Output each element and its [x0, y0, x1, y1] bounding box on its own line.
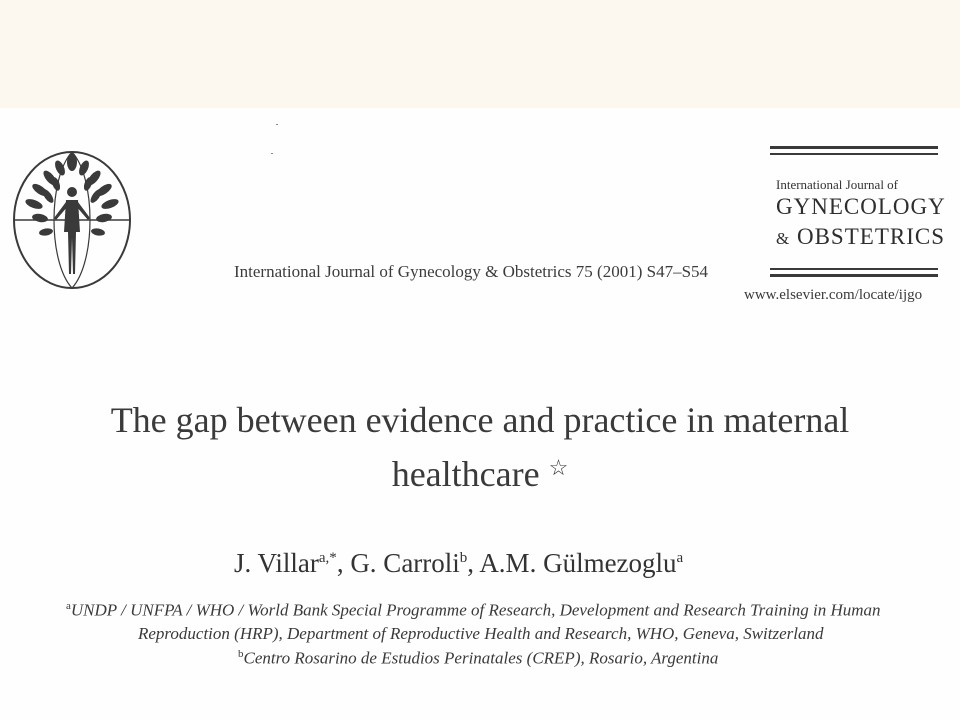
author-name: J. Villar [234, 548, 319, 578]
masthead-gynecology: GYNECOLOGY [776, 194, 946, 219]
article-title-word: healthcare [391, 454, 540, 494]
author-separator: , [467, 548, 480, 578]
affiliation-mark: a [66, 600, 71, 612]
article-title-line2 [60, 444, 900, 496]
journal-url[interactable]: www.elsevier.com/locate/ijgo [744, 287, 923, 303]
affiliation-text: Reproduction (HRP), Department of Reproductive Health and Research, WHO, Geneva, Switzerland [138, 624, 824, 643]
author-name: A.M. Gülmezoglu [479, 548, 677, 578]
affiliation-mark: b [238, 648, 244, 660]
masthead-top-rule [770, 146, 938, 156]
masthead-obstetrics [776, 224, 945, 250]
journal-masthead [770, 146, 946, 249]
masthead-bottom-rule [770, 268, 938, 278]
author-affiliation-mark: a [676, 550, 684, 566]
affiliation-text: Centro Rosarino de Estudios Perinatales (CREP), Rosario, Argentina [243, 648, 719, 668]
tree-of-life-figure-icon [10, 148, 134, 292]
affiliation-a [66, 600, 881, 621]
scan-speck [271, 153, 273, 154]
author-affiliation-mark: a,* [318, 550, 337, 566]
masthead-line1: International Journal of [776, 177, 899, 192]
affiliation-text: UNDP / UNFPA / WHO / World Bank Special Programme of Research, Development and Research Training in Human [70, 600, 881, 620]
journal-citation: International Journal of Gynecology & Obstetrics 75 (2001) S47–S54 [234, 262, 709, 281]
title-footnote-star: ☆ [548, 455, 569, 480]
masthead-ampersand: & [776, 229, 791, 248]
author-list [234, 548, 683, 579]
author-separator: , [336, 548, 351, 578]
author-affiliation-mark: b [459, 550, 468, 566]
masthead-obstetrics-text: OBSTETRICS [796, 224, 946, 249]
article-title-line1: The gap between evidence and practice in maternal [110, 400, 850, 440]
affiliation-a-continued [138, 624, 824, 644]
top-band [0, 0, 960, 108]
affiliation-b [238, 648, 718, 669]
author-name: G. Carroli [350, 548, 460, 578]
scan-speck [276, 124, 278, 125]
